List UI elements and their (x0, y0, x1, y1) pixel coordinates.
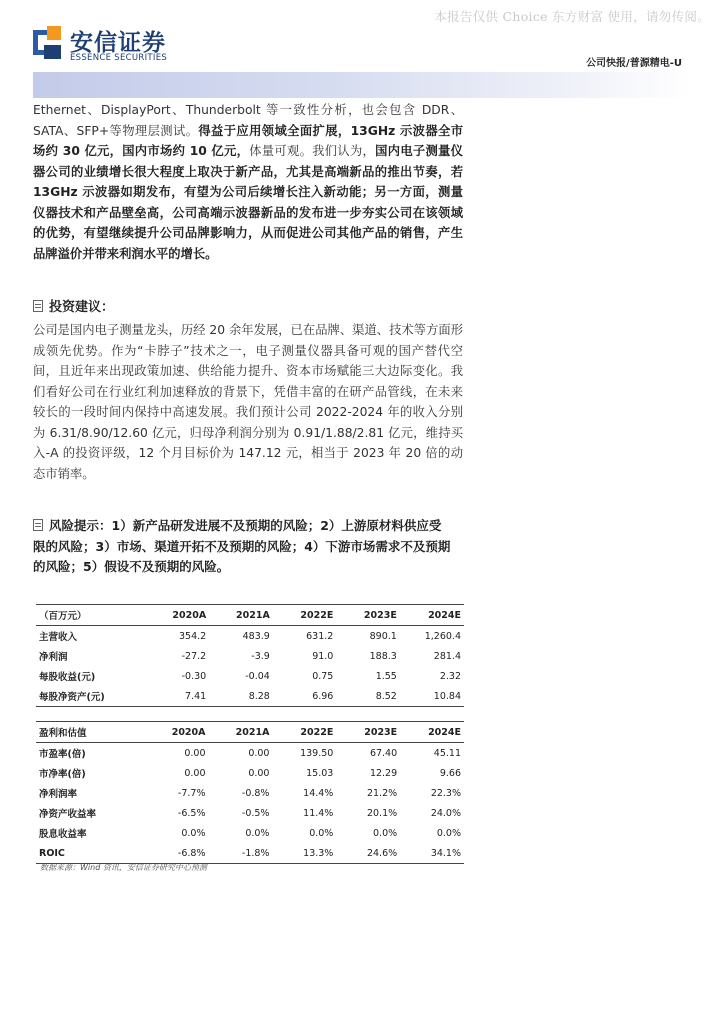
table-row (36, 763, 464, 783)
financial-table (36, 604, 464, 707)
table-cell: 188.3 (369, 650, 397, 662)
watermark: 本报告仅供 Choice 东方财富 使用，请勿传阅。 (434, 9, 710, 24)
header-bar (33, 72, 691, 98)
table-header-cell: 2020A (145, 722, 209, 743)
table-cell: 24.0% (430, 807, 461, 819)
table-cell: 354.2 (178, 630, 207, 642)
table-cell: 市净率(倍) (39, 769, 86, 780)
table-cell: 45.11 (433, 747, 461, 759)
report-type: 公司快报/普源精电-U (586, 58, 682, 69)
table-row (36, 686, 464, 707)
table-cell: 0.00 (184, 767, 206, 779)
table-header-row (36, 722, 464, 743)
table-row (36, 626, 464, 647)
table-cell: 8.52 (336, 686, 400, 707)
table-cell: 281.4 (433, 650, 461, 662)
table-cell: 9.66 (439, 767, 461, 779)
table-row (36, 743, 464, 764)
table-cell: -6.5% (177, 807, 206, 819)
table-cell: 14.4% (303, 787, 334, 799)
table-cell: 34.1% (400, 843, 464, 864)
table-cell: 10.84 (400, 686, 464, 707)
table-cell: 483.9 (242, 630, 270, 642)
table-cell: 0.0% (373, 827, 398, 839)
table-cell: 0.0% (181, 827, 206, 839)
table-header-cell: 2024E (400, 605, 464, 626)
para1-plain2: 体量可观。我们认为， (249, 144, 376, 158)
table-row (36, 783, 464, 803)
brand-name: 安信证券 (70, 30, 166, 56)
table-cell: 0.00 (184, 747, 206, 759)
table-cell: 12.29 (369, 767, 398, 779)
table-header-cell: 2021A (209, 605, 273, 626)
table-cell: 890.1 (369, 630, 397, 642)
table-cell: 净利润 (39, 652, 68, 663)
table-header-row (36, 605, 464, 626)
table-header-cell: 2020A (146, 605, 210, 626)
para1-plain1: Ethernet、DisplayPort、Thunderbolt 等一致性分析，也会包含 DDR、SATA、SFP+等物理层测试。 (33, 103, 463, 138)
table-cell: 11.4% (303, 807, 334, 819)
table-cell: 市盈率(倍) (39, 749, 86, 760)
table-cell: 0.0% (245, 827, 270, 839)
list-box-icon (33, 300, 43, 312)
table-cell: 24.6% (336, 843, 400, 864)
table-cell: ROIC (36, 843, 145, 864)
table-cell: 15.03 (306, 767, 334, 779)
table-cell: 0.75 (312, 670, 334, 682)
analysis-paragraph (33, 100, 463, 264)
invest-heading-text: 投资建议： (49, 300, 115, 315)
table-cell: 0.0% (309, 827, 334, 839)
table-row (36, 666, 464, 686)
table-cell: 22.3% (430, 787, 461, 799)
table-cell: -0.30 (181, 670, 207, 682)
table-row (36, 843, 464, 864)
table-cell: 每股净资产(元) (36, 686, 146, 707)
table-cell: 13.3% (272, 843, 336, 864)
risk-text: 风险提示：1）新产品研发进展不及预期的风险；2）上游原材料供应受限的风险；3）市场、渠道开拓不及预期的风险；4）下游市场需求不及预期的风险；5）假设不及预期的风险。 (33, 518, 451, 574)
invest-paragraph: 公司是国内电子测量龙头，历经 20 余年发展，已在品牌、渠道、技术等方面形成领先优势。作为“卡脖子”技术之一，电子测量仪器具备可观的国产替代空间，且近年来出现政策加速、供给能力提升、资本市场赋能三大边际变化。我们看好公司在行业红利加速释放的背景下，凭借丰富的在研产品管线，在未来较长的一段时间内保持中高速发展。我们预计公司 2022-2024 年的收入分别为 6.31/8.90/12.60 亿元，归母净利润分别为 0.91/1.88/2.81 亿元，维持买入-A 的投资评级，12 个月目标价为 147.12 元，相当于 2023 年 20 倍的动态市销率。 (33, 323, 463, 481)
table-cell: 20.1% (366, 807, 398, 819)
para1-bold2: 国内电子测量仪器公司的业绩增长很大程度上取决于新产品，尤其是高端新品的推出节奏，若 13GHz 示波器如期发布，有望为公司后续增长注入新动能；另一方面，测量仪器技术和产品壁垒高，公司高端示波器新品的发布进一步夯实公司在该领域的优势，有望继续提升公司品牌影响力，从而促进公司其他产品的销售，产生品牌溢价并带来利润水平的增长。 (33, 144, 463, 261)
valuation-table (36, 721, 464, 864)
table-cell: 1,260.4 (424, 630, 461, 642)
table-row (36, 803, 464, 823)
brand-logo-icon (33, 26, 63, 59)
table-header-cell: 2023E (336, 722, 400, 743)
table-cell: 每股收益(元) (39, 672, 96, 683)
table-cell: 股息收益率 (39, 829, 87, 840)
table-cell: 7.41 (146, 686, 210, 707)
table-cell: 631.2 (306, 630, 334, 642)
table-row (36, 646, 464, 666)
table-cell: -3.9 (251, 650, 270, 662)
data-source-note: 数据来源：Wind 资讯，安信证券研究中心预测 (40, 863, 207, 872)
table-cell: 91.0 (312, 650, 334, 662)
table-cell: 0.00 (248, 747, 270, 759)
table-cell: -27.2 (181, 650, 207, 662)
table-cell: -7.7% (177, 787, 206, 799)
table-cell: 净利润率 (39, 789, 78, 800)
table-cell: -6.8% (145, 843, 209, 864)
para1-bold1: 得益于应用领域全面扩展，13GHz 示波器全市场约 30 亿元，国内市场约 10 亿元， (33, 123, 464, 158)
table-cell: 2.32 (439, 670, 461, 682)
table-cell: 8.28 (209, 686, 273, 707)
table-header-cell: 2022E (272, 722, 336, 743)
risk-paragraph (33, 516, 453, 578)
table-cell: -0.5% (241, 807, 270, 819)
table-header-cell: 2023E (336, 605, 400, 626)
brand-name-en: ESSENCE SECURITIES (70, 53, 168, 63)
table-cell: 0.0% (436, 827, 461, 839)
table-cell: -0.8% (241, 787, 270, 799)
table-cell: 67.40 (369, 747, 398, 759)
table-header-cell: 盈利和估值 (36, 722, 145, 743)
table-cell: 0.00 (248, 767, 270, 779)
table-cell: -1.8% (209, 843, 273, 864)
table-header-cell: （百万元） (36, 605, 146, 626)
table-header-cell: 2021A (209, 722, 273, 743)
table-header-cell: 2022E (273, 605, 337, 626)
table-row (36, 823, 464, 843)
table-cell: -0.04 (245, 670, 270, 682)
table-cell: 1.55 (375, 670, 397, 682)
table-cell: 139.50 (300, 747, 334, 759)
table-header-cell: 2024E (400, 722, 464, 743)
table-cell: 净资产收益率 (39, 809, 97, 820)
table-cell: 6.96 (273, 686, 337, 707)
table-cell: 21.2% (366, 787, 398, 799)
invest-heading (33, 296, 114, 315)
list-box-icon (33, 519, 43, 531)
table-cell: 主营收入 (39, 632, 78, 643)
